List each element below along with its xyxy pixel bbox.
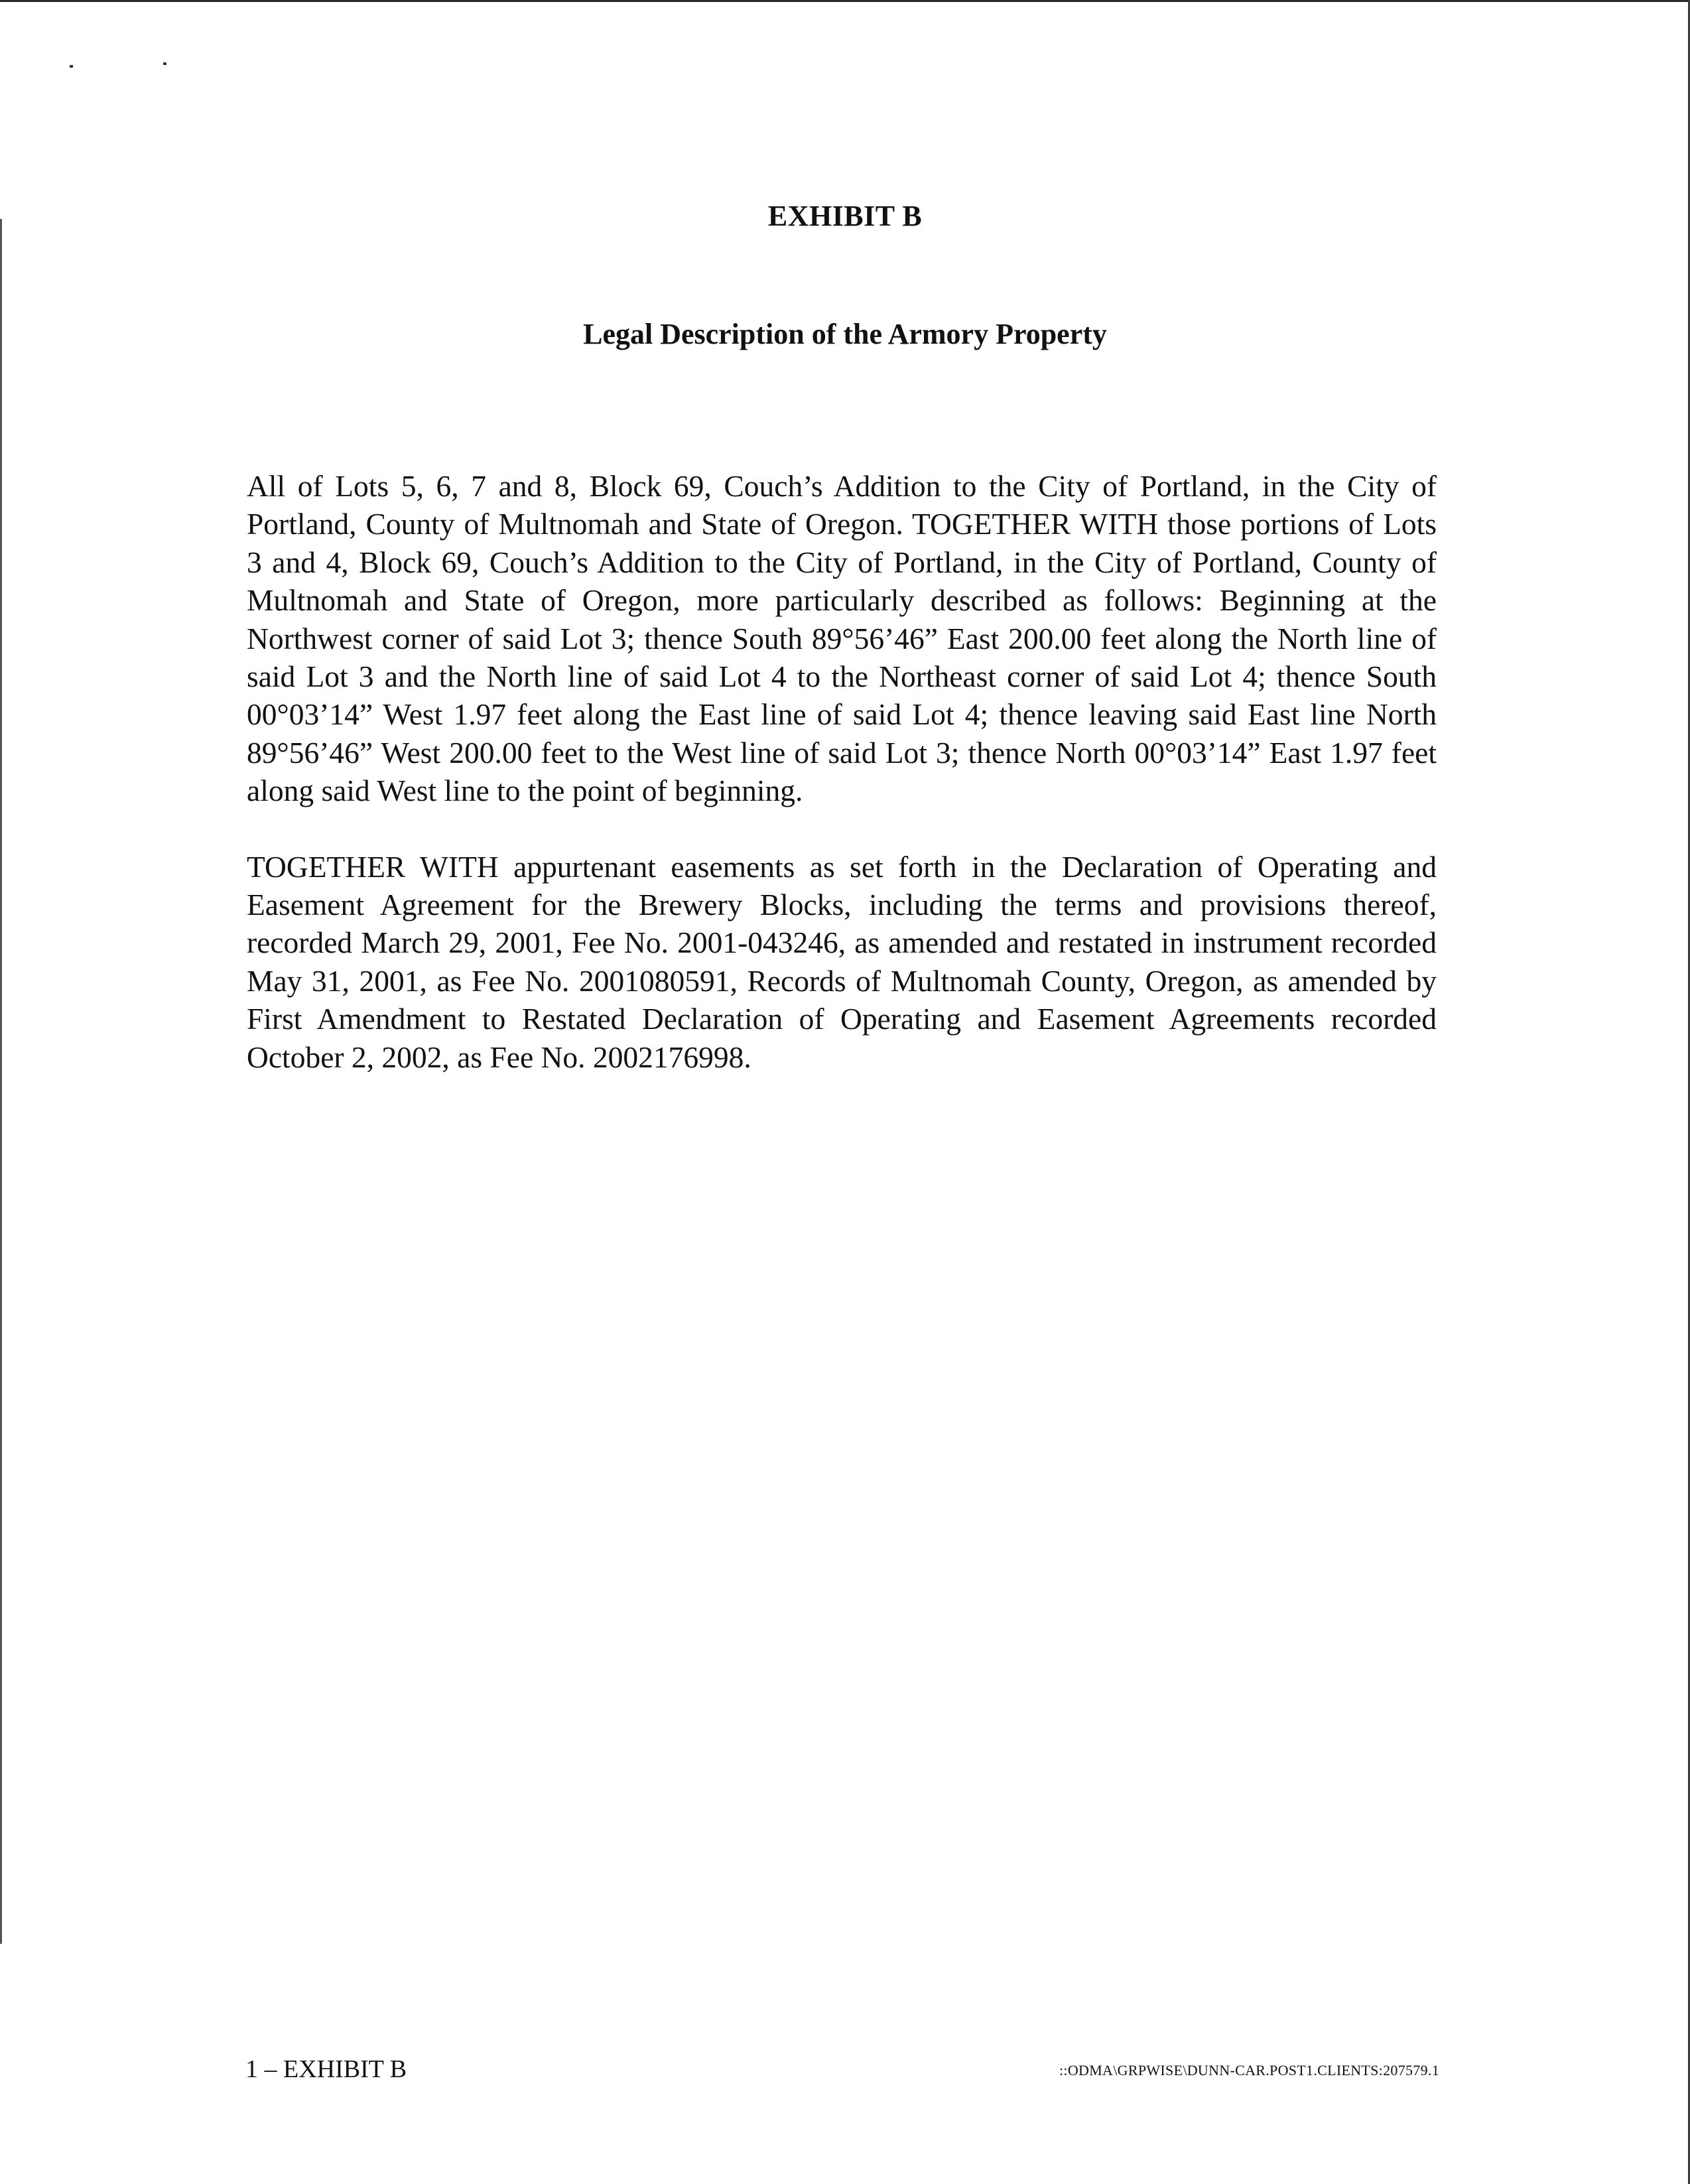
easement-paragraph: TOGETHER WITH appurtenant easements as set forth in the Declaration of Operating and Easement Agreement for the Brewery Blocks, including the terms and provisions thereof, recorded March 29, 2001, Fee No. 2001-043246, as amended and restated in instrument recorded May 31, 2001, as Fee No. 2001080591, Records of Multnomah County, Oregon, as amended by First Amendment to Restated Declaration of Operating and Easement Agreements recorded October 2, 2002, as Fee No. 2002176998. — [247, 849, 1437, 1074]
footer-page-label: 1 – EXHIBIT B — [245, 2055, 407, 2083]
legal-description-body — [247, 467, 1437, 1076]
scan-edge-top — [0, 0, 1690, 2]
exhibit-subtitle: Legal Description of the Armory Property — [583, 318, 1107, 350]
scan-speck — [163, 62, 166, 65]
exhibit-title: EXHIBIT B — [767, 200, 923, 232]
legal-description-paragraph: All of Lots 5, 6, 7 and 8, Block 69, Couch’s Addition to the City of Portland, in the City of Portland, County of Multnomah and State of Oregon. TOGETHER WITH those portions of Lots 3 and 4, Block 69, Couch’s Addition to the City of Portland, in the City of Portland, County of Multnomah and State of Oregon, more particularly described as follows: Beginning at the Northwest corner of said Lot 3; thence South 89°56’46” East 200.00 feet along the North line of said Lot 3 and the North line of said Lot 4 to the Northeast corner of said Lot 4; thence South 00°03’14” West 1.97 feet along the East line of said Lot 4; thence leaving said East line North 89°56’46” West 200.00 feet to the West line of said Lot 3; thence North 00°03’14” East 1.97 feet along said West line to the point of beginning. — [247, 469, 1437, 808]
scan-edge-left — [0, 219, 2, 1944]
footer-document-path: ::ODMA\GRPWISE\DUNN-CAR.POST1.CLIENTS:207579.1 — [1059, 2062, 1439, 2079]
scan-speck — [70, 65, 73, 68]
